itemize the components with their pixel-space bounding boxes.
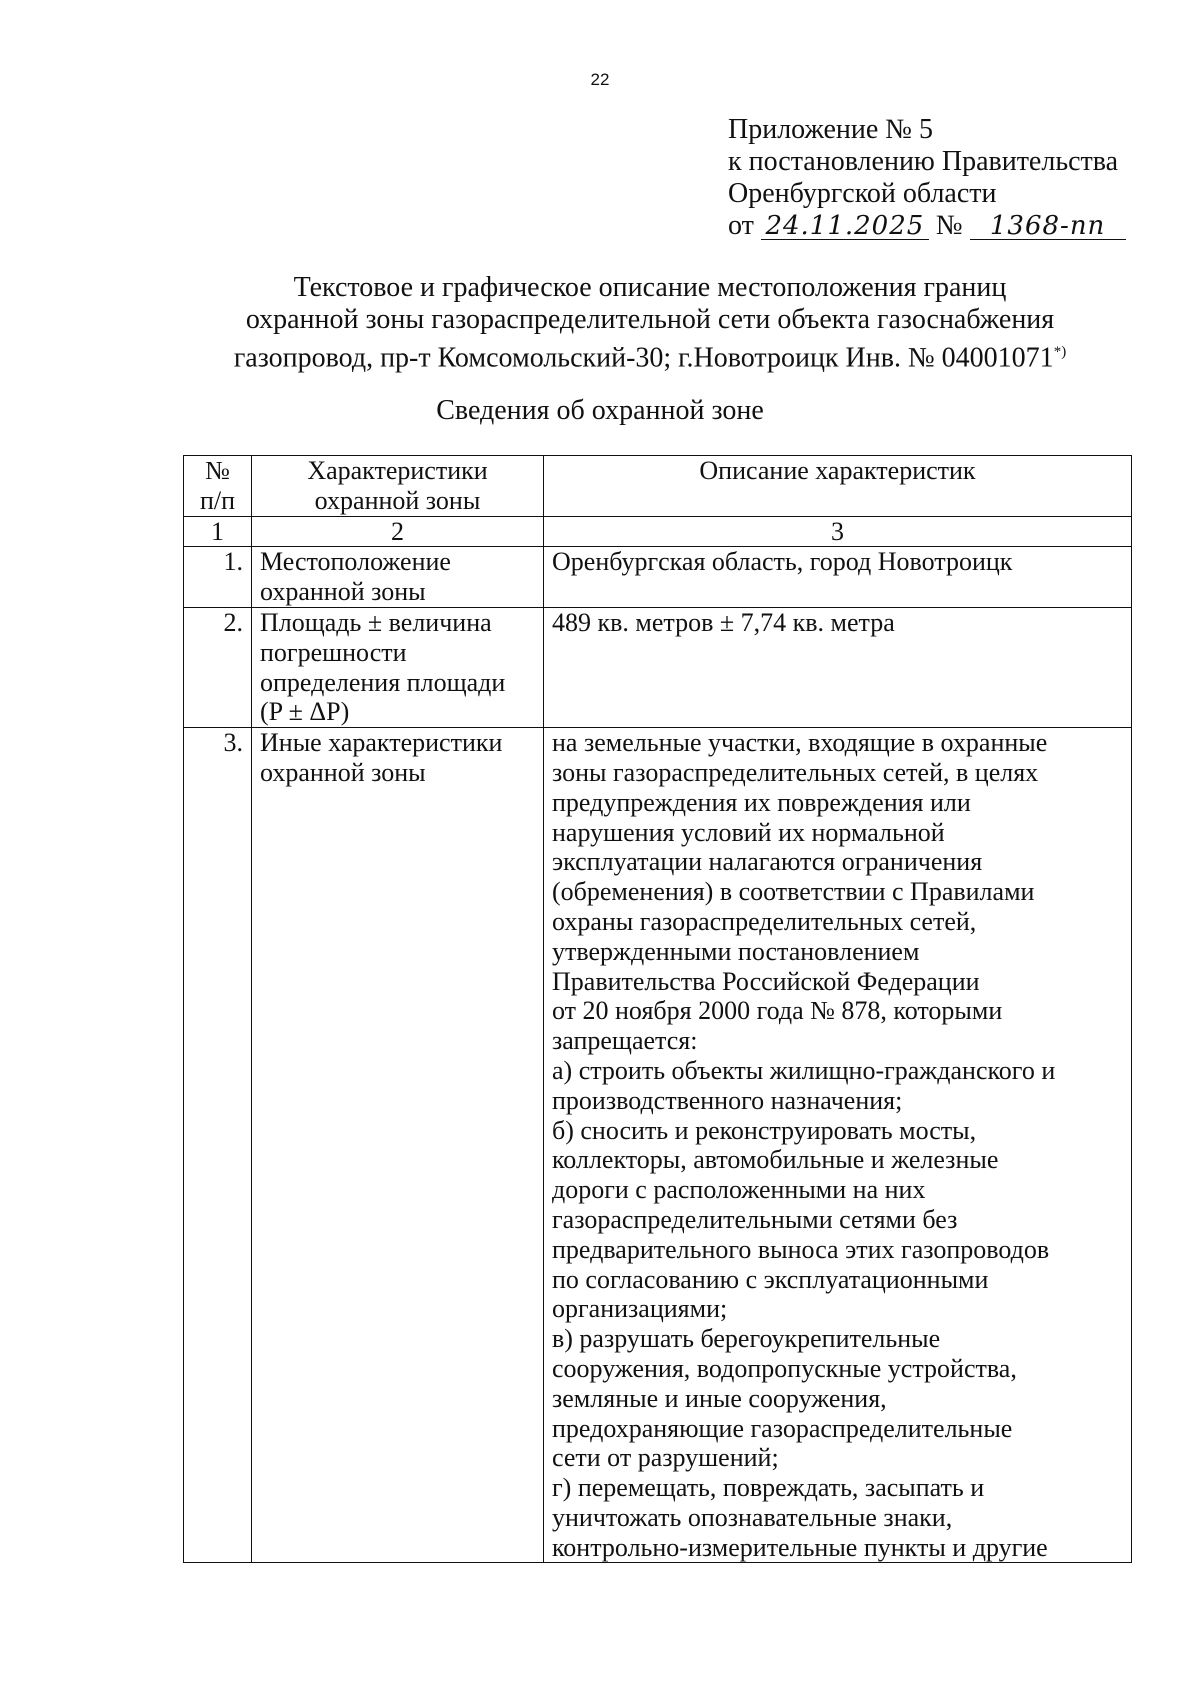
section-title: Сведения об охранной зоне [436, 395, 764, 426]
header-num-line: № [205, 456, 230, 485]
column-number: 2 [252, 516, 544, 547]
column-number: 1 [184, 516, 252, 547]
text-line: организациями; [552, 1294, 728, 1324]
title-line-2: охранной зоны газораспределительной сети объекта газоснабжения [245, 304, 1055, 335]
zone-info-table [183, 455, 1132, 1563]
from-label: от [728, 210, 754, 241]
text-line: коллекторы, автомобильные и железные [552, 1145, 999, 1175]
header-characteristic [252, 456, 544, 517]
text-line: утвержденными постановлением [552, 936, 920, 966]
text-line: сооружения, водопропускные устройства, [552, 1353, 1017, 1383]
row-num: 3. [184, 728, 252, 1563]
text-line: охранной зоны [260, 757, 426, 787]
row-description [544, 607, 1132, 727]
table-row [184, 607, 1132, 727]
handwritten-date: 24.11.2025 [761, 213, 929, 240]
row-num: 2. [184, 607, 252, 727]
text-line: Оренбургская область, город Новотроицк [552, 547, 1013, 577]
text-line: на земельные участки, входящие в охранные [552, 728, 1048, 758]
text-line: Правительства Российской Федерации [552, 966, 980, 996]
title-line-3-text: газопровод, пр-т Комсомольский-30; г.Новотроицк Инв. № 04001071 [233, 342, 1054, 374]
text-line: контрольно-измерительные пункты и другие [552, 1532, 1048, 1562]
table-row [184, 547, 1132, 608]
page-number: 22 [590, 70, 610, 89]
text-line: дороги с расположенными на них [552, 1175, 926, 1205]
appendix-block [728, 114, 1168, 242]
header-characteristic-line: Характеристики [307, 456, 488, 485]
text-line: 489 кв. метров ± 7,74 кв. метра [552, 607, 895, 637]
row-characteristic [252, 728, 544, 1563]
text-line: эксплуатации налагаются ограничения [552, 847, 983, 877]
text-line: зоны газораспределительных сетей, в целях [552, 757, 1039, 787]
text-line: определения площади [260, 667, 506, 697]
text-line: охраны газораспределительных сетей, [552, 906, 977, 936]
table-row [184, 728, 1132, 1563]
row-description [544, 547, 1132, 608]
handwritten-number: 1368-пп [970, 213, 1126, 240]
text-line: Площадь ± величина [260, 607, 492, 637]
text-line: Местоположение [260, 547, 451, 577]
row-characteristic [252, 607, 544, 727]
text-line: по согласованию с эксплуатационными [552, 1264, 989, 1294]
text-line: сети от разрушений; [552, 1443, 779, 1473]
table-header-row [184, 456, 1132, 517]
text-line: охранной зоны [260, 577, 426, 607]
text-line: Иные характеристики [260, 728, 503, 758]
column-numbers-row [184, 516, 1132, 547]
text-line: а) строить объекты жилищно-гражданского и [552, 1055, 1056, 1085]
text-line: предварительного выноса этих газопроводов [552, 1234, 1050, 1264]
appendix-line-4 [728, 210, 1168, 242]
text-line: производственного назначения; [552, 1085, 903, 1115]
text-line: предохраняющие газораспределительные [552, 1413, 1013, 1443]
text-line: в) разрушать берегоукрепительные [552, 1324, 941, 1354]
title-line-3 [100, 336, 1200, 374]
header-num [184, 456, 252, 517]
header-characteristic-line: охранной зоны [314, 485, 481, 515]
row-characteristic [252, 547, 544, 608]
text-line: г) перемещать, повреждать, засыпать и [552, 1473, 985, 1503]
header-description: Описание характеристик [544, 456, 1132, 517]
text-line: (обременения) в соответствии с Правилами [552, 877, 1035, 907]
column-number: 3 [544, 516, 1132, 547]
appendix-line-1: Приложение № 5 [728, 114, 933, 145]
text-line: земляные и иные сооружения, [552, 1383, 887, 1413]
text-line: (P ± ΔP) [260, 697, 350, 727]
row-description [544, 728, 1132, 1563]
text-line: запрещается: [552, 1026, 698, 1056]
appendix-line-3: Оренбургской области [728, 178, 997, 209]
text-line: предупреждения их повреждения или [552, 787, 971, 817]
text-line: погрешности [260, 637, 407, 667]
footnote-mark: *) [1053, 344, 1067, 360]
header-num-line: п/п [199, 485, 236, 515]
text-line: нарушения условий их нормальной [552, 817, 945, 847]
appendix-line-2: к постановлению Правительства [728, 146, 1119, 177]
number-label: № [935, 210, 963, 241]
text-line: от 20 ноября 2000 года № 878, которыми [552, 996, 1003, 1026]
text-line: уничтожать опознавательные знаки, [552, 1502, 953, 1532]
title-line-1: Текстовое и графическое описание местоположения границ [293, 272, 1007, 303]
row-num: 1. [184, 547, 252, 608]
text-line: б) сносить и реконструировать мосты, [552, 1115, 977, 1145]
text-line: газораспределительными сетями без [552, 1204, 958, 1234]
document-title [100, 272, 1200, 374]
